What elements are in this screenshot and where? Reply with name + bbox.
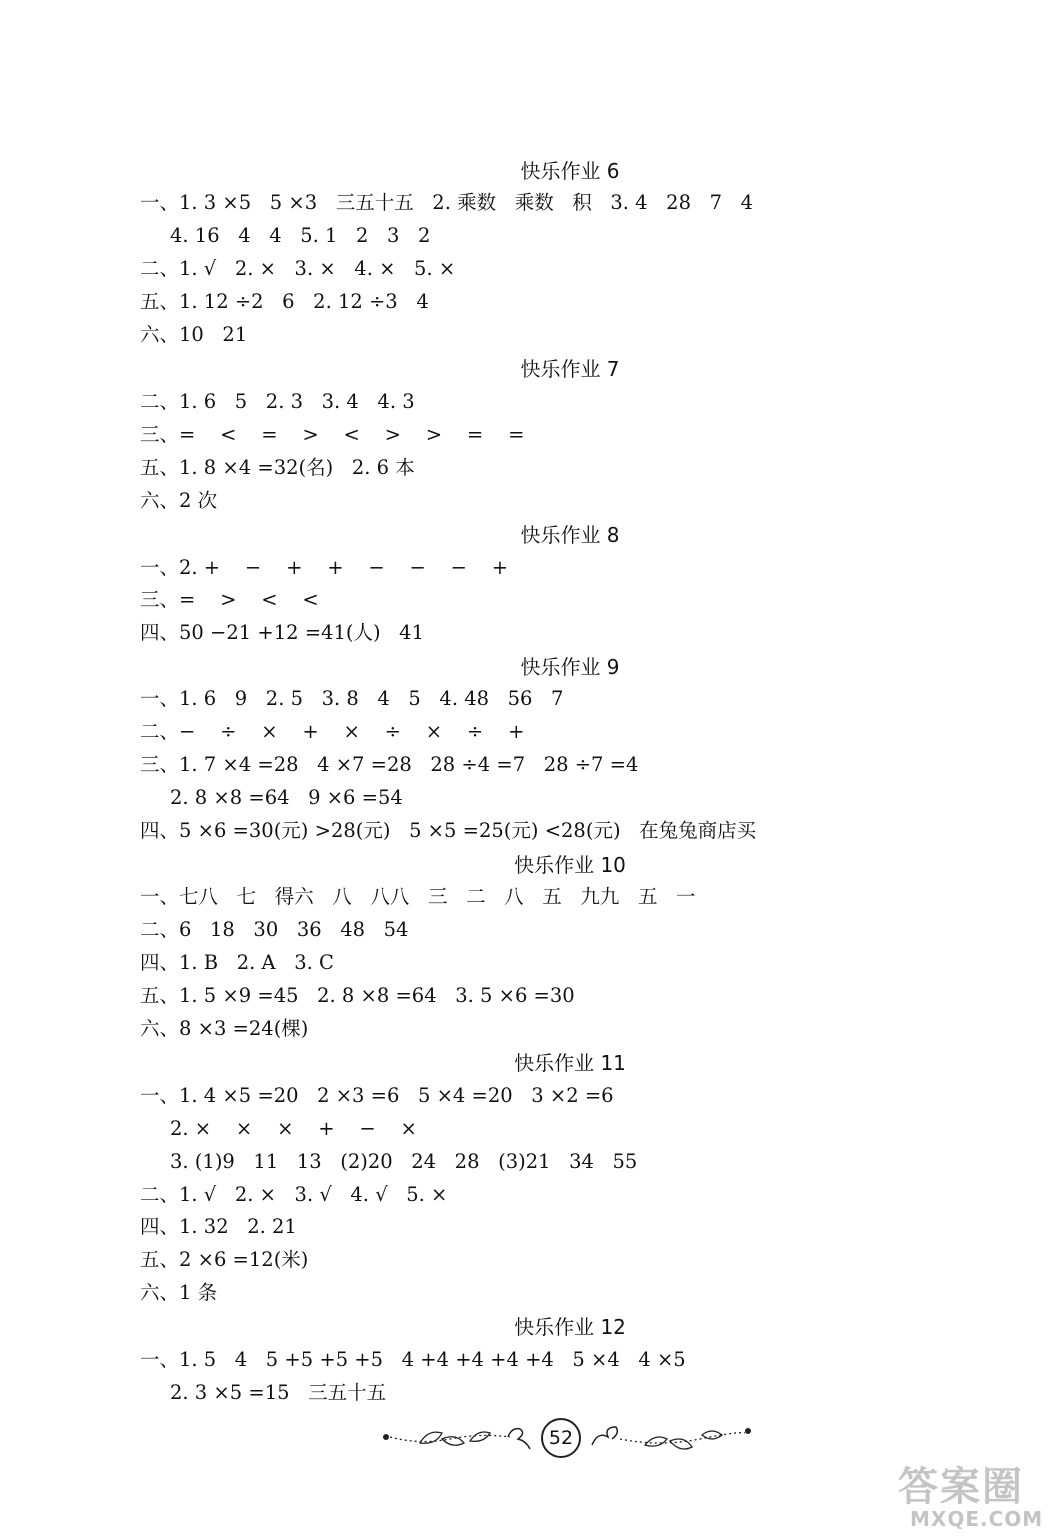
section-title: 快乐作业 11 [514,1051,626,1075]
answer-line: 四、50 −21 +12 =41(人) 41 [140,621,424,644]
answer-line: 二、1. 6 5 2. 3 3. 4 4. 3 [140,390,415,413]
vine-leaf-ornament-icon [590,1415,755,1461]
vine-leaf-ornament-icon [380,1415,538,1461]
answer-line: 一、1. 6 9 2. 5 3. 8 4 5 4. 48 56 7 [140,687,564,710]
answer-line: 二、1. √ 2. × 3. √ 4. √ 5. × [140,1183,448,1206]
answer-line: 六、10 21 [140,323,248,346]
answer-line: 五、1. 12 ÷2 6 2. 12 ÷3 4 [140,290,429,313]
section-title: 快乐作业 10 [514,853,626,877]
answer-line: 五、1. 5 ×9 =45 2. 8 ×8 =64 3. 5 ×6 =30 [140,984,575,1007]
answer-line: 2. 8 ×8 =64 9 ×6 =54 [170,786,403,809]
answer-line: 3. (1)9 11 13 (2)20 24 28 (3)21 34 55 [170,1150,638,1173]
answer-line: 三、1. 7 ×4 =28 4 ×7 =28 28 ÷4 =7 28 ÷7 =4 [140,753,639,776]
answer-line: 四、1. 32 2. 21 [140,1215,297,1238]
answer-line: 五、1. 8 ×4 =32(名) 2. 6 本 [140,456,415,479]
answer-line: 二、− ÷ × + × ÷ × ÷ + [140,720,525,743]
answer-line: 一、1. 4 ×5 =20 2 ×3 =6 5 ×4 =20 3 ×2 =6 [140,1084,614,1107]
answer-line: 2. × × × + − × [170,1117,417,1140]
section-title: 快乐作业 9 [520,655,620,679]
page-footer [380,1415,760,1461]
watermark-url: MXQE.COM [910,1507,1044,1531]
answer-line: 一、七八 七 得六 八 八八 三 二 八 五 九九 五 一 [140,885,696,908]
answer-line: 六、1 条 [140,1281,218,1304]
section-title: 快乐作业 7 [520,357,620,381]
answer-line: 二、1. √ 2. × 3. × 4. × 5. × [140,257,456,280]
answer-line: 五、2 ×6 =12(米) [140,1248,309,1271]
page-number: 52 [541,1418,581,1458]
answer-line: 六、2 次 [140,489,218,512]
answer-line: 一、1. 3 ×5 5 ×3 三五十五 2. 乘数 乘数 积 3. 4 28 7 4 [140,191,754,214]
answer-line: 六、8 ×3 =24(棵) [140,1017,309,1040]
answer-line: 一、1. 5 4 5 +5 +5 +5 4 +4 +4 +4 +4 5 ×4 4 ×5 [140,1348,686,1371]
section-title: 快乐作业 6 [520,159,620,183]
answer-line: 三、= > < < [140,588,319,611]
section-title: 快乐作业 12 [514,1315,626,1339]
answer-line: 三、= < = > < > > = = [140,423,525,446]
watermark [888,1455,1058,1533]
watermark-logo-text: 答案圈 [898,1464,1024,1510]
answer-line: 四、5 ×6 =30(元) >28(元) 5 ×5 =25(元) <28(元) 在兔兔商店买 [140,819,757,842]
answer-line: 四、1. B 2. A 3. C [140,951,334,974]
answer-line: 一、2. + − + + − − − + [140,556,509,579]
answer-line: 2. 3 ×5 =15 三五十五 [170,1381,387,1404]
section-title: 快乐作业 8 [520,523,620,547]
answer-line: 4. 16 4 4 5. 1 2 3 2 [170,224,431,247]
answer-line: 二、6 18 30 36 48 54 [140,918,409,941]
